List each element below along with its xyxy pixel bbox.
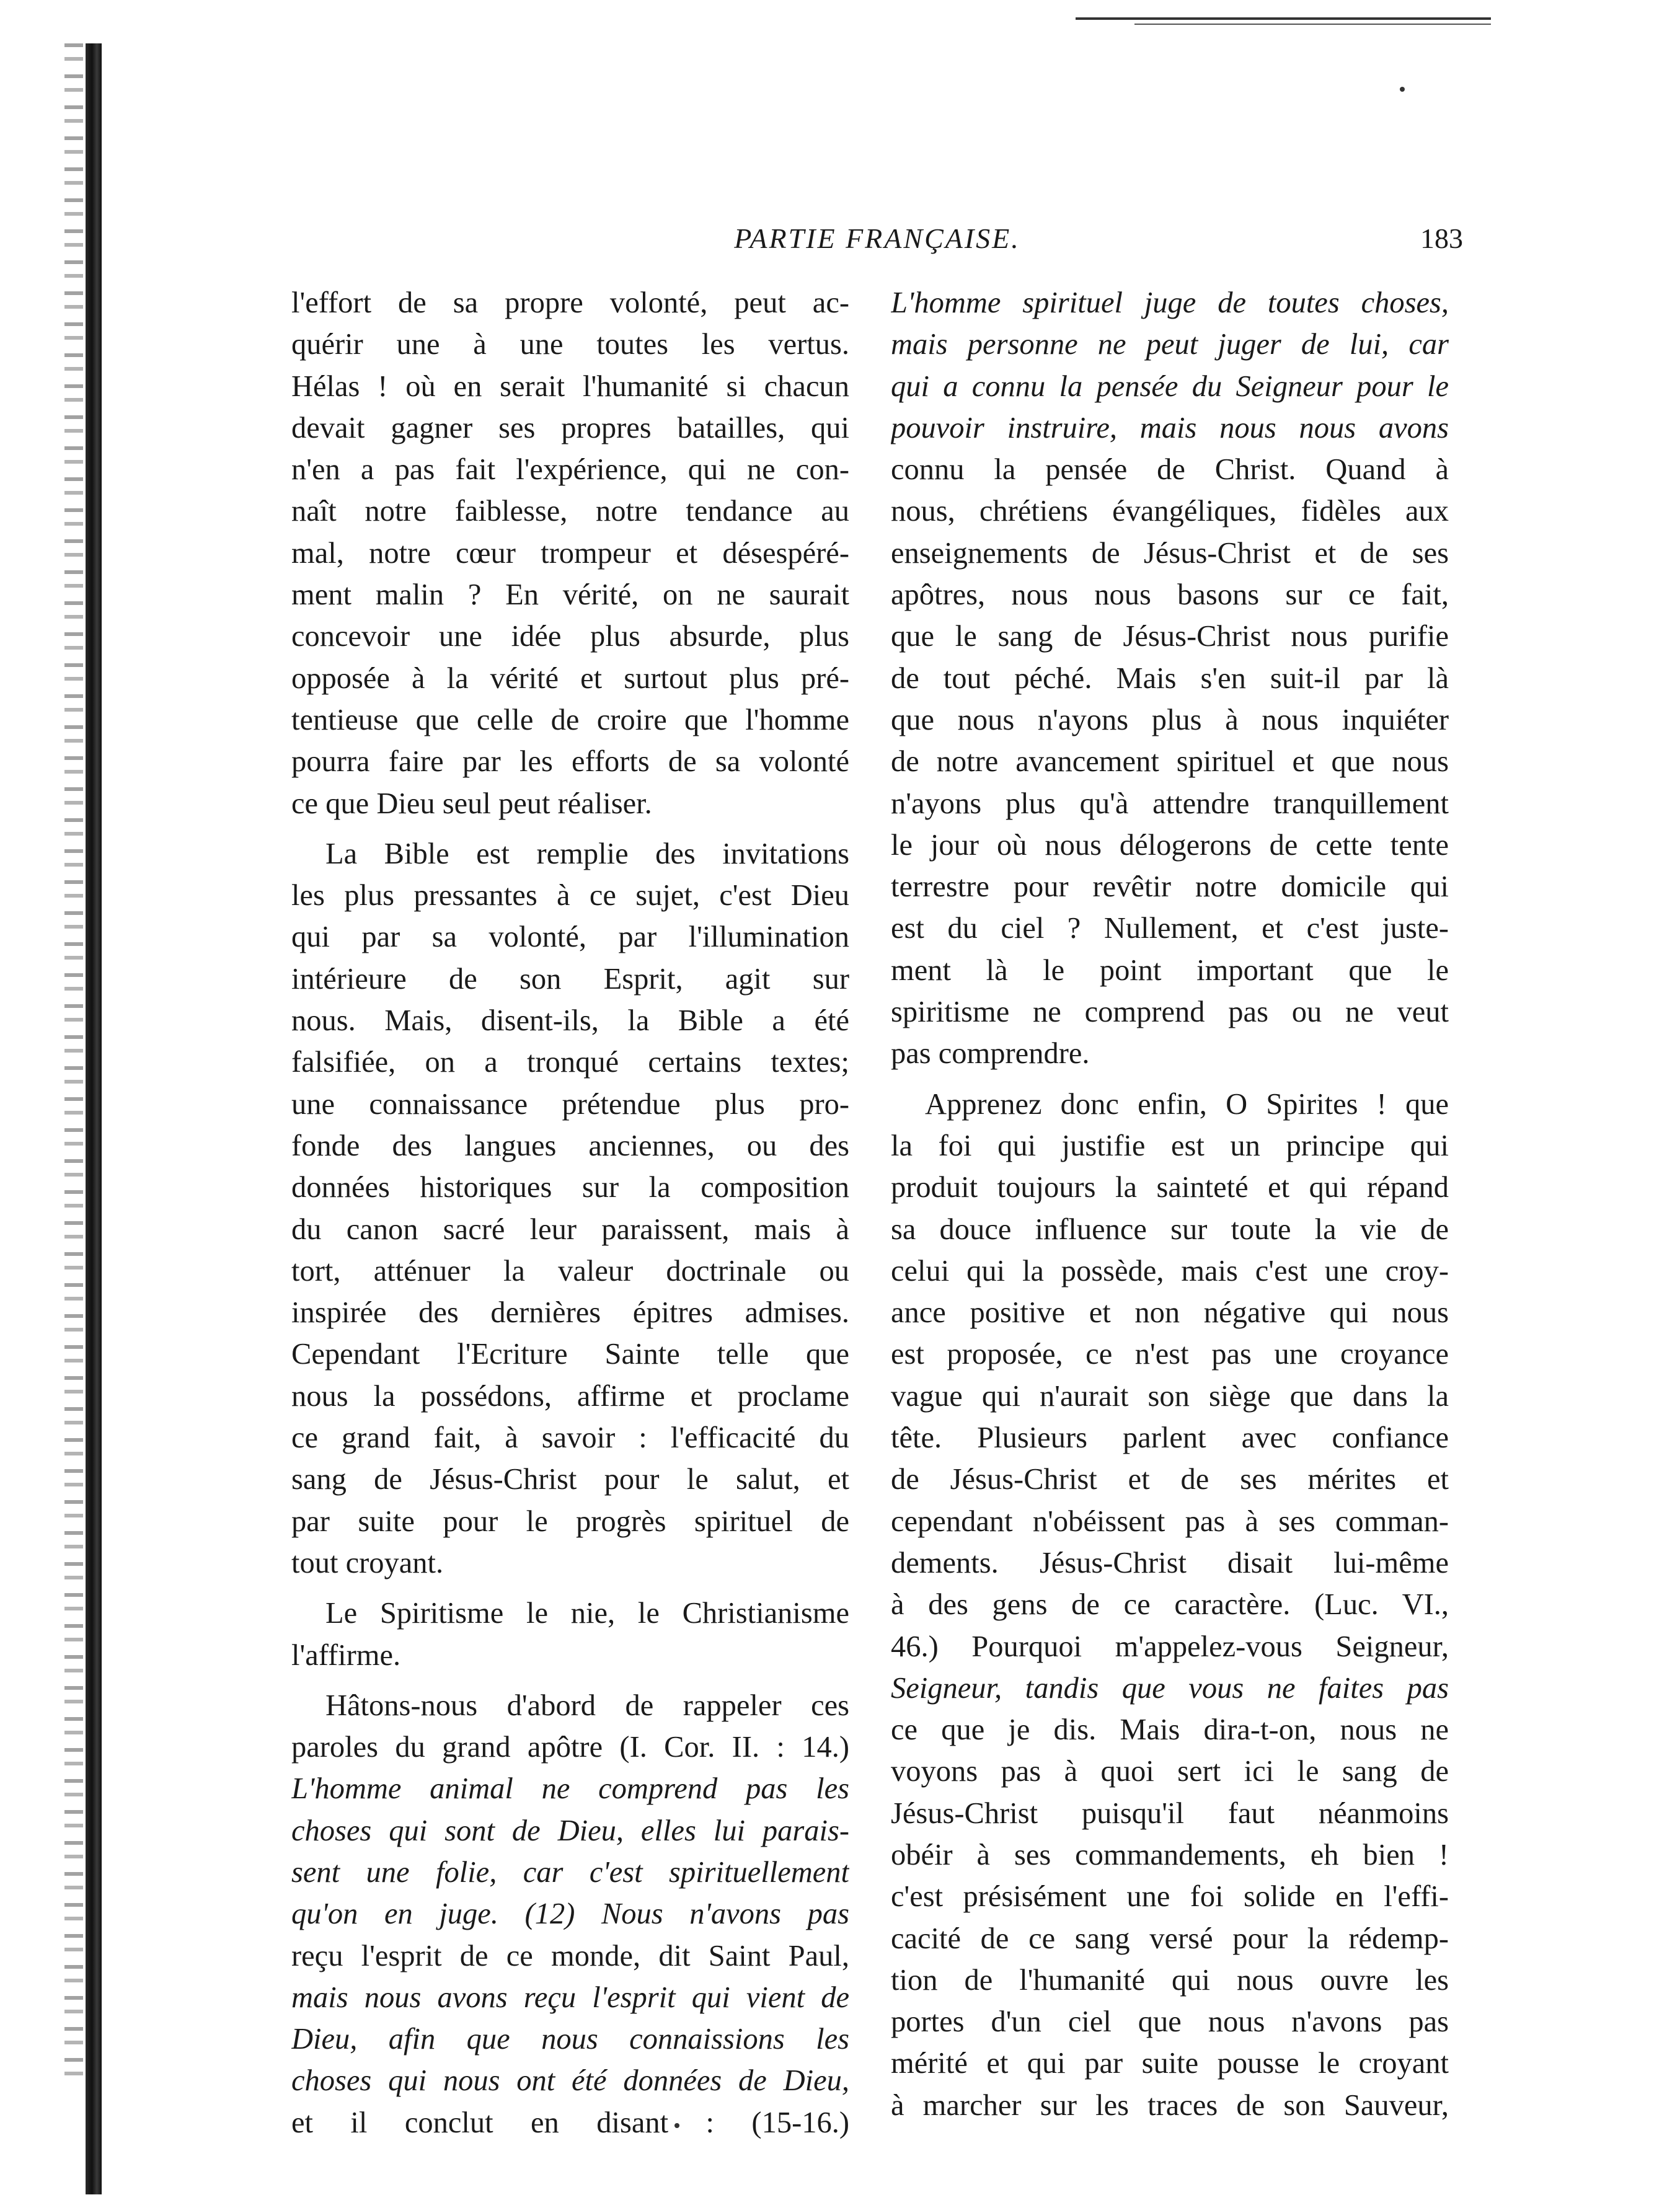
text-line: choses qui nous ont été données de Dieu, — [291, 2064, 849, 2098]
text-line: ance positive et non négative qui nous — [891, 1296, 1449, 1330]
text-line: et il conclut en disant : (15-16.) — [291, 2106, 849, 2139]
text-line: Jésus-Christ puisqu'il faut néanmoins — [891, 1796, 1449, 1830]
text-line: Seigneur, tandis que vous ne faites pas — [891, 1671, 1449, 1705]
text-line: ce que Dieu seul peut réaliser. — [291, 787, 652, 820]
text-line: est proposée, ce n'est pas une croyance — [891, 1338, 1449, 1371]
text-line: la foi qui justifie est un principe qui — [891, 1129, 1449, 1162]
text-line: dements. Jésus-Christ disait lui-même — [891, 1546, 1449, 1579]
top-rule — [1076, 17, 1491, 20]
right-text-column — [891, 282, 1449, 2126]
text-line: l'affirme. — [291, 1638, 401, 1672]
text-line: n'en a pas fait l'expérience, qui ne con- — [291, 453, 849, 487]
text-line: est du ciel ? Nullement, et c'est juste- — [891, 912, 1449, 945]
text-line: L'homme animal ne comprend pas les — [291, 1772, 849, 1806]
text-line: mais personne ne peut juger de lui, car — [891, 328, 1449, 361]
text-line: voyons pas à quoi sert ici le sang de — [891, 1755, 1449, 1788]
text-line: Apprenez donc enfin, O Spirites ! que — [925, 1087, 1449, 1121]
text-line: sa douce influence sur toute la vie de — [891, 1212, 1449, 1246]
text-line: qu'on en juge. (12) Nous n'avons pas — [291, 1897, 849, 1931]
text-line: ment là le point important que le — [891, 953, 1449, 987]
text-line: que nous n'ayons plus à nous inquiéter — [891, 703, 1449, 736]
text-line: tout croyant. — [291, 1546, 444, 1579]
text-line: Dieu, afin que nous connaissions les — [291, 2023, 849, 2056]
text-line: qui par sa volonté, par l'illumination — [291, 921, 849, 954]
text-line: nous, chrétiens évangéliques, fidèles aux — [891, 495, 1449, 528]
text-line: enseignements de Jésus-Christ et de ses — [891, 536, 1449, 570]
text-line: tête. Plusieurs parlent avec confiance — [891, 1421, 1449, 1455]
text-line: nous la possédons, affirme et proclame — [291, 1379, 849, 1413]
text-line: spiritisme ne comprend pas ou ne veut — [891, 996, 1449, 1029]
text-line: sent une folie, car c'est spirituellement — [291, 1855, 849, 1889]
text-line: tion de l'humanité qui nous ouvre les — [891, 1963, 1449, 1997]
text-line: opposée à la vérité et surtout plus pré- — [291, 661, 849, 695]
text-line: Le Spiritisme le nie, le Christianisme — [325, 1597, 849, 1630]
text-line: à des gens de ce caractère. (Luc. VI., — [891, 1588, 1449, 1622]
text-line: sang de Jésus-Christ pour le salut, et — [291, 1463, 849, 1496]
page-binding-edge — [86, 43, 102, 2194]
text-line: cacité de ce sang versé pour la rédemp- — [891, 1922, 1449, 1955]
text-line: du canon sacré leur paraissent, mais à — [291, 1212, 849, 1246]
text-line: apôtres, nous nous basons sur ce fait, — [891, 578, 1449, 612]
text-line: concevoir une idée plus absurde, plus — [291, 620, 849, 653]
text-line: nous. Mais, disent-ils, la Bible a été — [291, 1004, 849, 1038]
text-line: de notre avancement spirituel et que nous — [891, 745, 1449, 779]
text-line: n'ayons plus qu'à attendre tranquillement — [891, 787, 1449, 820]
text-line: falsifiée, on a tronqué certains textes; — [291, 1046, 849, 1079]
speck-mark — [1400, 87, 1405, 92]
text-line: cependant n'obéissent pas à ses comman- — [891, 1504, 1449, 1538]
text-line: Cependant l'Ecriture Sainte telle que — [291, 1338, 849, 1371]
text-line: pourra faire par les efforts de sa volonté — [291, 745, 849, 779]
text-line: naît notre faiblesse, notre tendance au — [291, 495, 849, 528]
text-line: à marcher sur les traces de son Sauveur, — [891, 2088, 1449, 2122]
text-line: que le sang de Jésus-Christ nous purifie — [891, 620, 1449, 653]
text-line: choses qui sont de Dieu, elles lui parais- — [291, 1814, 849, 1847]
text-line: de Jésus-Christ et de ses mérites et — [891, 1463, 1449, 1496]
running-title: PARTIE FRANÇAISE. — [734, 223, 1020, 254]
text-line: La Bible est remplie des invitations — [325, 837, 849, 870]
text-line: devait gagner ses propres batailles, qui — [291, 411, 849, 444]
text-line: c'est présisément une foi solide en l'effi- — [891, 1880, 1449, 1914]
text-line: inspirée des dernières épitres admises. — [291, 1296, 849, 1330]
text-line: pas comprendre. — [891, 1037, 1090, 1071]
text-line: portes d'un ciel que nous n'avons pas — [891, 2005, 1449, 2039]
text-line: 46.) Pourquoi m'appelez-vous Seigneur, — [891, 1630, 1449, 1663]
text-line: ce que je dis. Mais dira-t-on, nous ne — [891, 1713, 1449, 1747]
text-line: celui qui la possède, mais c'est une croy- — [891, 1254, 1449, 1287]
text-line: de tout péché. Mais s'en suit-il par là — [891, 661, 1449, 695]
text-line: intérieure de son Esprit, agit sur — [291, 962, 849, 996]
text-line: terrestre pour revêtir notre domicile qui — [891, 870, 1449, 904]
text-line: par suite pour le progrès spirituel de — [291, 1504, 849, 1538]
text-line: qui a connu la pensée du Seigneur pour le — [891, 369, 1449, 403]
text-line: fonde des langues anciennes, ou des — [291, 1129, 849, 1162]
text-line: vague qui n'aurait son siège que dans la — [891, 1379, 1449, 1413]
text-line: quérir une à une toutes les vertus. — [291, 328, 849, 361]
text-line: ce grand fait, à savoir : l'efficacité du — [291, 1421, 849, 1455]
binding-speckle — [64, 43, 83, 2089]
text-line: mérité et qui par suite pousse le croyant — [891, 2047, 1449, 2080]
text-line: tentieuse que celle de croire que l'homme — [291, 703, 849, 736]
text-line: ment malin ? En vérité, on ne saurait — [291, 578, 849, 612]
text-line: pouvoir instruire, mais nous nous avons — [891, 411, 1449, 444]
text-line: données historiques sur la composition — [291, 1171, 849, 1204]
text-line: produit toujours la sainteté et qui répand — [891, 1171, 1449, 1204]
page-header — [291, 217, 1463, 267]
text-line: l'effort de sa propre volonté, peut ac- — [291, 286, 849, 319]
text-line: reçu l'esprit de ce monde, dit Saint Paul, — [291, 1939, 849, 1972]
top-rule-secondary — [1134, 24, 1491, 25]
page-number: 183 — [1420, 223, 1463, 254]
text-line: Hélas ! où en serait l'humanité si chacun — [291, 369, 849, 403]
text-line: connu la pensée de Christ. Quand à — [891, 453, 1449, 487]
text-line: le jour où nous délogerons de cette tente — [891, 828, 1449, 862]
text-line: L'homme spirituel juge de toutes choses, — [891, 286, 1449, 319]
text-line: Hâtons-nous d'abord de rappeler ces — [325, 1689, 849, 1722]
text-line: une connaissance prétendue plus pro- — [291, 1087, 849, 1121]
text-line: mal, notre cœur trompeur et désespéré- — [291, 536, 849, 570]
text-line: les plus pressantes à ce sujet, c'est Dieu — [291, 879, 849, 912]
text-line: tort, atténuer la valeur doctrinale ou — [291, 1254, 849, 1287]
text-line: paroles du grand apôtre (I. Cor. II. : 14.) — [291, 1731, 849, 1764]
text-line: obéir à ses commandements, eh bien ! — [891, 1838, 1449, 1871]
text-line: mais nous avons reçu l'esprit qui vient de — [291, 1981, 849, 2014]
left-text-column — [291, 282, 849, 2144]
